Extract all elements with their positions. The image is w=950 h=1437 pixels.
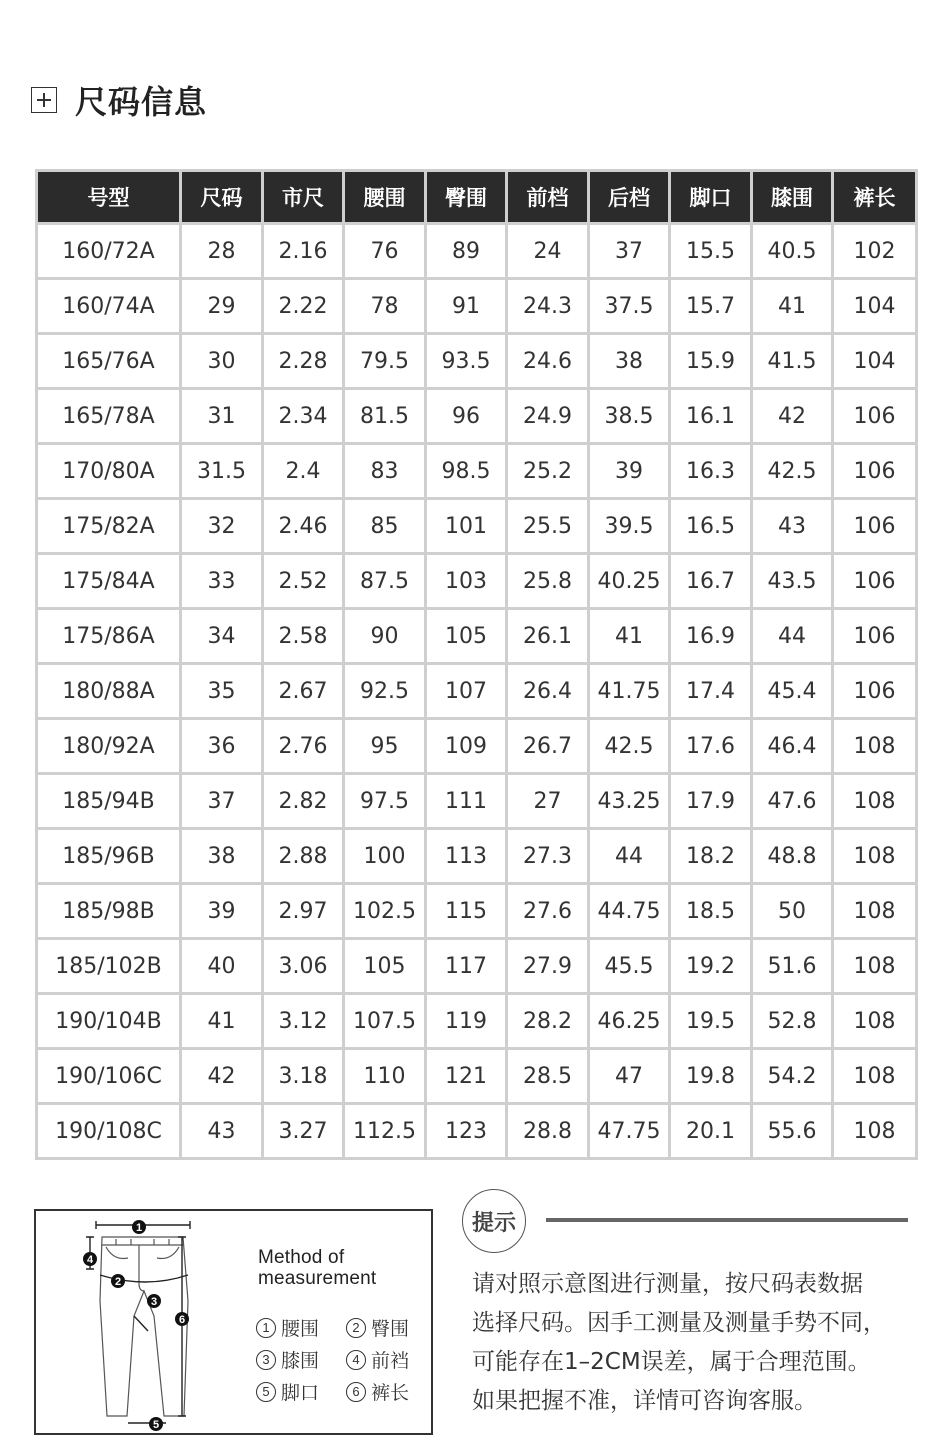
table-cell: 15.5 xyxy=(670,224,752,279)
column-header: 市尺 xyxy=(263,171,344,224)
table-cell: 3.27 xyxy=(263,1104,344,1159)
legend-label: 腰围 xyxy=(281,1318,320,1340)
table-row xyxy=(37,224,917,279)
table-cell: 113 xyxy=(426,829,507,884)
table-row xyxy=(37,939,917,994)
table-cell: 2.52 xyxy=(263,554,344,609)
table-cell: 165/76A xyxy=(37,334,181,389)
table-cell: 190/108C xyxy=(37,1104,181,1159)
table-cell: 34 xyxy=(181,609,263,664)
legend-item xyxy=(346,1346,409,1373)
table-cell: 46.4 xyxy=(752,719,833,774)
table-cell: 175/82A xyxy=(37,499,181,554)
table-cell: 37 xyxy=(181,774,263,829)
svg-text:6: 6 xyxy=(178,1314,186,1326)
table-cell: 24.3 xyxy=(507,279,589,334)
table-cell: 97.5 xyxy=(344,774,426,829)
table-cell: 19.8 xyxy=(670,1049,752,1104)
table-cell: 106 xyxy=(833,664,917,719)
legend-label: 裤长 xyxy=(371,1382,410,1404)
table-cell: 108 xyxy=(833,829,917,884)
table-cell: 100 xyxy=(344,829,426,884)
table-cell: 55.6 xyxy=(752,1104,833,1159)
table-cell: 108 xyxy=(833,994,917,1049)
table-cell: 107 xyxy=(426,664,507,719)
table-cell: 2.34 xyxy=(263,389,344,444)
size-table xyxy=(35,169,918,1160)
table-cell: 112.5 xyxy=(344,1104,426,1159)
table-cell: 96 xyxy=(426,389,507,444)
table-cell: 105 xyxy=(426,609,507,664)
table-cell: 43.25 xyxy=(589,774,670,829)
table-cell: 31 xyxy=(181,389,263,444)
table-cell: 41 xyxy=(589,609,670,664)
table-cell: 50 xyxy=(752,884,833,939)
table-cell: 17.4 xyxy=(670,664,752,719)
table-cell: 108 xyxy=(833,774,917,829)
table-cell: 108 xyxy=(833,939,917,994)
table-cell: 2.16 xyxy=(263,224,344,279)
column-header: 臀围 xyxy=(426,171,507,224)
svg-text:3: 3 xyxy=(150,1296,158,1308)
table-cell: 2.82 xyxy=(263,774,344,829)
table-cell: 2.76 xyxy=(263,719,344,774)
table-cell: 28.8 xyxy=(507,1104,589,1159)
table-row xyxy=(37,994,917,1049)
table-cell: 106 xyxy=(833,609,917,664)
tip-divider xyxy=(546,1218,908,1222)
measurement-markers xyxy=(83,1220,189,1431)
legend-number: 1 xyxy=(256,1318,276,1338)
table-cell: 42 xyxy=(752,389,833,444)
legend-label: 膝围 xyxy=(281,1350,320,1372)
column-header: 脚口 xyxy=(670,171,752,224)
table-row xyxy=(37,554,917,609)
table-cell: 27 xyxy=(507,774,589,829)
table-cell: 106 xyxy=(833,444,917,499)
table-cell: 106 xyxy=(833,554,917,609)
table-row xyxy=(37,884,917,939)
table-cell: 42.5 xyxy=(752,444,833,499)
table-cell: 185/98B xyxy=(37,884,181,939)
table-cell: 91 xyxy=(426,279,507,334)
column-header: 腰围 xyxy=(344,171,426,224)
table-cell: 16.5 xyxy=(670,499,752,554)
table-cell: 185/94B xyxy=(37,774,181,829)
table-cell: 87.5 xyxy=(344,554,426,609)
table-cell: 35 xyxy=(181,664,263,719)
table-cell: 3.12 xyxy=(263,994,344,1049)
table-cell: 40.25 xyxy=(589,554,670,609)
table-cell: 175/86A xyxy=(37,609,181,664)
table-cell: 117 xyxy=(426,939,507,994)
table-cell: 25.5 xyxy=(507,499,589,554)
table-cell: 47.6 xyxy=(752,774,833,829)
table-cell: 44.75 xyxy=(589,884,670,939)
table-cell: 2.88 xyxy=(263,829,344,884)
table-cell: 101 xyxy=(426,499,507,554)
table-cell: 18.2 xyxy=(670,829,752,884)
column-header: 裤长 xyxy=(833,171,917,224)
table-cell: 29 xyxy=(181,279,263,334)
tip-line: 可能存在1–2CM误差，属于合理范围。 xyxy=(472,1349,871,1375)
table-cell: 104 xyxy=(833,279,917,334)
table-row xyxy=(37,1049,917,1104)
tip-badge: 提示 xyxy=(462,1189,526,1253)
table-cell: 20.1 xyxy=(670,1104,752,1159)
table-cell: 18.5 xyxy=(670,884,752,939)
legend-number: 6 xyxy=(346,1382,366,1402)
table-cell: 90 xyxy=(344,609,426,664)
table-cell: 121 xyxy=(426,1049,507,1104)
table-cell: 89 xyxy=(426,224,507,279)
table-cell: 39 xyxy=(589,444,670,499)
legend-label: 脚口 xyxy=(281,1382,320,1404)
table-row xyxy=(37,664,917,719)
table-cell: 42 xyxy=(181,1049,263,1104)
table-cell: 43 xyxy=(752,499,833,554)
table-cell: 41.5 xyxy=(752,334,833,389)
table-cell: 15.7 xyxy=(670,279,752,334)
table-cell: 24.6 xyxy=(507,334,589,389)
legend-item xyxy=(346,1314,409,1341)
table-cell: 43 xyxy=(181,1104,263,1159)
table-cell: 45.4 xyxy=(752,664,833,719)
table-cell: 3.18 xyxy=(263,1049,344,1104)
legend-item xyxy=(256,1378,319,1405)
table-cell: 2.67 xyxy=(263,664,344,719)
measurement-diagram xyxy=(34,1209,433,1435)
table-cell: 108 xyxy=(833,719,917,774)
table-cell: 28.2 xyxy=(507,994,589,1049)
table-cell: 43.5 xyxy=(752,554,833,609)
table-cell: 42.5 xyxy=(589,719,670,774)
table-cell: 17.9 xyxy=(670,774,752,829)
table-cell: 32 xyxy=(181,499,263,554)
table-cell: 85 xyxy=(344,499,426,554)
legend-number: 4 xyxy=(346,1350,366,1370)
table-cell: 25.8 xyxy=(507,554,589,609)
legend-number: 5 xyxy=(256,1382,276,1402)
table-row xyxy=(37,389,917,444)
column-header: 后档 xyxy=(589,171,670,224)
table-cell: 30 xyxy=(181,334,263,389)
table-cell: 175/84A xyxy=(37,554,181,609)
table-cell: 2.97 xyxy=(263,884,344,939)
table-cell: 46.25 xyxy=(589,994,670,1049)
table-cell: 108 xyxy=(833,1104,917,1159)
table-cell: 28.5 xyxy=(507,1049,589,1104)
table-cell: 190/104B xyxy=(37,994,181,1049)
table-cell: 39.5 xyxy=(589,499,670,554)
table-cell: 24.9 xyxy=(507,389,589,444)
table-cell: 40.5 xyxy=(752,224,833,279)
legend-item xyxy=(256,1346,319,1373)
table-cell: 38 xyxy=(181,829,263,884)
table-cell: 123 xyxy=(426,1104,507,1159)
table-cell: 15.9 xyxy=(670,334,752,389)
tip-text xyxy=(472,1265,932,1421)
table-cell: 19.5 xyxy=(670,994,752,1049)
legend-label: 前裆 xyxy=(371,1350,410,1372)
table-row xyxy=(37,444,917,499)
tip-line: 选择尺码。因手工测量及测量手势不同， xyxy=(472,1310,886,1336)
size-table-header-row xyxy=(37,171,917,224)
table-row xyxy=(37,719,917,774)
table-cell: 47 xyxy=(589,1049,670,1104)
column-header: 尺码 xyxy=(181,171,263,224)
svg-text:1: 1 xyxy=(135,1222,143,1234)
section-title: 尺码信息 xyxy=(75,83,208,121)
table-cell: 36 xyxy=(181,719,263,774)
table-cell: 102.5 xyxy=(344,884,426,939)
table-cell: 107.5 xyxy=(344,994,426,1049)
table-cell: 48.8 xyxy=(752,829,833,884)
table-cell: 31.5 xyxy=(181,444,263,499)
table-cell: 79.5 xyxy=(344,334,426,389)
legend-number: 2 xyxy=(346,1318,366,1338)
table-cell: 110 xyxy=(344,1049,426,1104)
table-cell: 40 xyxy=(181,939,263,994)
legend-item xyxy=(256,1314,319,1341)
table-cell: 2.58 xyxy=(263,609,344,664)
table-cell: 95 xyxy=(344,719,426,774)
method-title xyxy=(258,1247,376,1289)
tip-line: 请对照示意图进行测量，按尺码表数据 xyxy=(472,1271,863,1297)
table-cell: 16.7 xyxy=(670,554,752,609)
table-cell: 52.8 xyxy=(752,994,833,1049)
table-cell: 108 xyxy=(833,884,917,939)
table-cell: 51.6 xyxy=(752,939,833,994)
table-cell: 16.1 xyxy=(670,389,752,444)
table-row xyxy=(37,499,917,554)
table-row xyxy=(37,609,917,664)
table-cell: 185/102B xyxy=(37,939,181,994)
table-cell: 190/106C xyxy=(37,1049,181,1104)
table-cell: 160/72A xyxy=(37,224,181,279)
table-cell: 41 xyxy=(181,994,263,1049)
table-cell: 78 xyxy=(344,279,426,334)
svg-text:5: 5 xyxy=(152,1419,160,1431)
table-cell: 47.75 xyxy=(589,1104,670,1159)
table-row xyxy=(37,334,917,389)
table-cell: 2.46 xyxy=(263,499,344,554)
table-cell: 28 xyxy=(181,224,263,279)
table-cell: 39 xyxy=(181,884,263,939)
measurement-marker xyxy=(147,1294,161,1308)
table-cell: 102 xyxy=(833,224,917,279)
svg-text:4: 4 xyxy=(86,1254,94,1266)
table-cell: 170/80A xyxy=(37,444,181,499)
measurement-marker xyxy=(83,1252,97,1266)
table-cell: 17.6 xyxy=(670,719,752,774)
table-cell: 108 xyxy=(833,1049,917,1104)
table-cell: 54.2 xyxy=(752,1049,833,1104)
measurement-marker xyxy=(175,1312,189,1326)
table-cell: 2.4 xyxy=(263,444,344,499)
legend-label: 臀围 xyxy=(371,1318,410,1340)
table-cell: 119 xyxy=(426,994,507,1049)
table-cell: 93.5 xyxy=(426,334,507,389)
table-cell: 24 xyxy=(507,224,589,279)
table-cell: 106 xyxy=(833,389,917,444)
table-row xyxy=(37,279,917,334)
table-cell: 44 xyxy=(589,829,670,884)
table-cell: 180/92A xyxy=(37,719,181,774)
measurement-marker xyxy=(111,1274,125,1288)
table-row xyxy=(37,774,917,829)
table-cell: 37 xyxy=(589,224,670,279)
legend-number: 3 xyxy=(256,1350,276,1370)
table-cell: 76 xyxy=(344,224,426,279)
table-cell: 33 xyxy=(181,554,263,609)
table-cell: 83 xyxy=(344,444,426,499)
svg-text:2: 2 xyxy=(114,1276,122,1288)
column-header: 号型 xyxy=(37,171,181,224)
table-cell: 2.28 xyxy=(263,334,344,389)
table-cell: 103 xyxy=(426,554,507,609)
table-cell: 106 xyxy=(833,499,917,554)
plus-square-icon xyxy=(31,87,57,113)
table-cell: 16.9 xyxy=(670,609,752,664)
method-title-line1: Method of xyxy=(258,1247,345,1268)
table-cell: 92.5 xyxy=(344,664,426,719)
table-cell: 27.9 xyxy=(507,939,589,994)
measurement-marker xyxy=(149,1417,163,1431)
size-table-body xyxy=(37,224,917,1159)
section-header xyxy=(31,78,207,122)
table-cell: 38 xyxy=(589,334,670,389)
table-cell: 180/88A xyxy=(37,664,181,719)
table-cell: 38.5 xyxy=(589,389,670,444)
legend-item xyxy=(346,1378,409,1405)
table-cell: 45.5 xyxy=(589,939,670,994)
table-row xyxy=(37,1104,917,1159)
table-cell: 26.4 xyxy=(507,664,589,719)
table-cell: 16.3 xyxy=(670,444,752,499)
table-cell: 81.5 xyxy=(344,389,426,444)
table-cell: 160/74A xyxy=(37,279,181,334)
table-cell: 41 xyxy=(752,279,833,334)
measurement-marker xyxy=(132,1220,146,1234)
table-row xyxy=(37,829,917,884)
tip-line: 如果把握不准，详情可咨询客服。 xyxy=(472,1388,817,1414)
table-cell: 27.6 xyxy=(507,884,589,939)
table-cell: 105 xyxy=(344,939,426,994)
table-cell: 27.3 xyxy=(507,829,589,884)
table-cell: 98.5 xyxy=(426,444,507,499)
table-cell: 3.06 xyxy=(263,939,344,994)
table-cell: 109 xyxy=(426,719,507,774)
table-cell: 185/96B xyxy=(37,829,181,884)
table-cell: 165/78A xyxy=(37,389,181,444)
table-cell: 44 xyxy=(752,609,833,664)
column-header: 前档 xyxy=(507,171,589,224)
table-cell: 104 xyxy=(833,334,917,389)
table-cell: 26.1 xyxy=(507,609,589,664)
table-cell: 26.7 xyxy=(507,719,589,774)
table-cell: 2.22 xyxy=(263,279,344,334)
table-cell: 37.5 xyxy=(589,279,670,334)
column-header: 膝围 xyxy=(752,171,833,224)
table-cell: 25.2 xyxy=(507,444,589,499)
table-cell: 115 xyxy=(426,884,507,939)
method-title-line2: measurement xyxy=(258,1268,377,1289)
table-cell: 19.2 xyxy=(670,939,752,994)
table-cell: 111 xyxy=(426,774,507,829)
table-cell: 41.75 xyxy=(589,664,670,719)
